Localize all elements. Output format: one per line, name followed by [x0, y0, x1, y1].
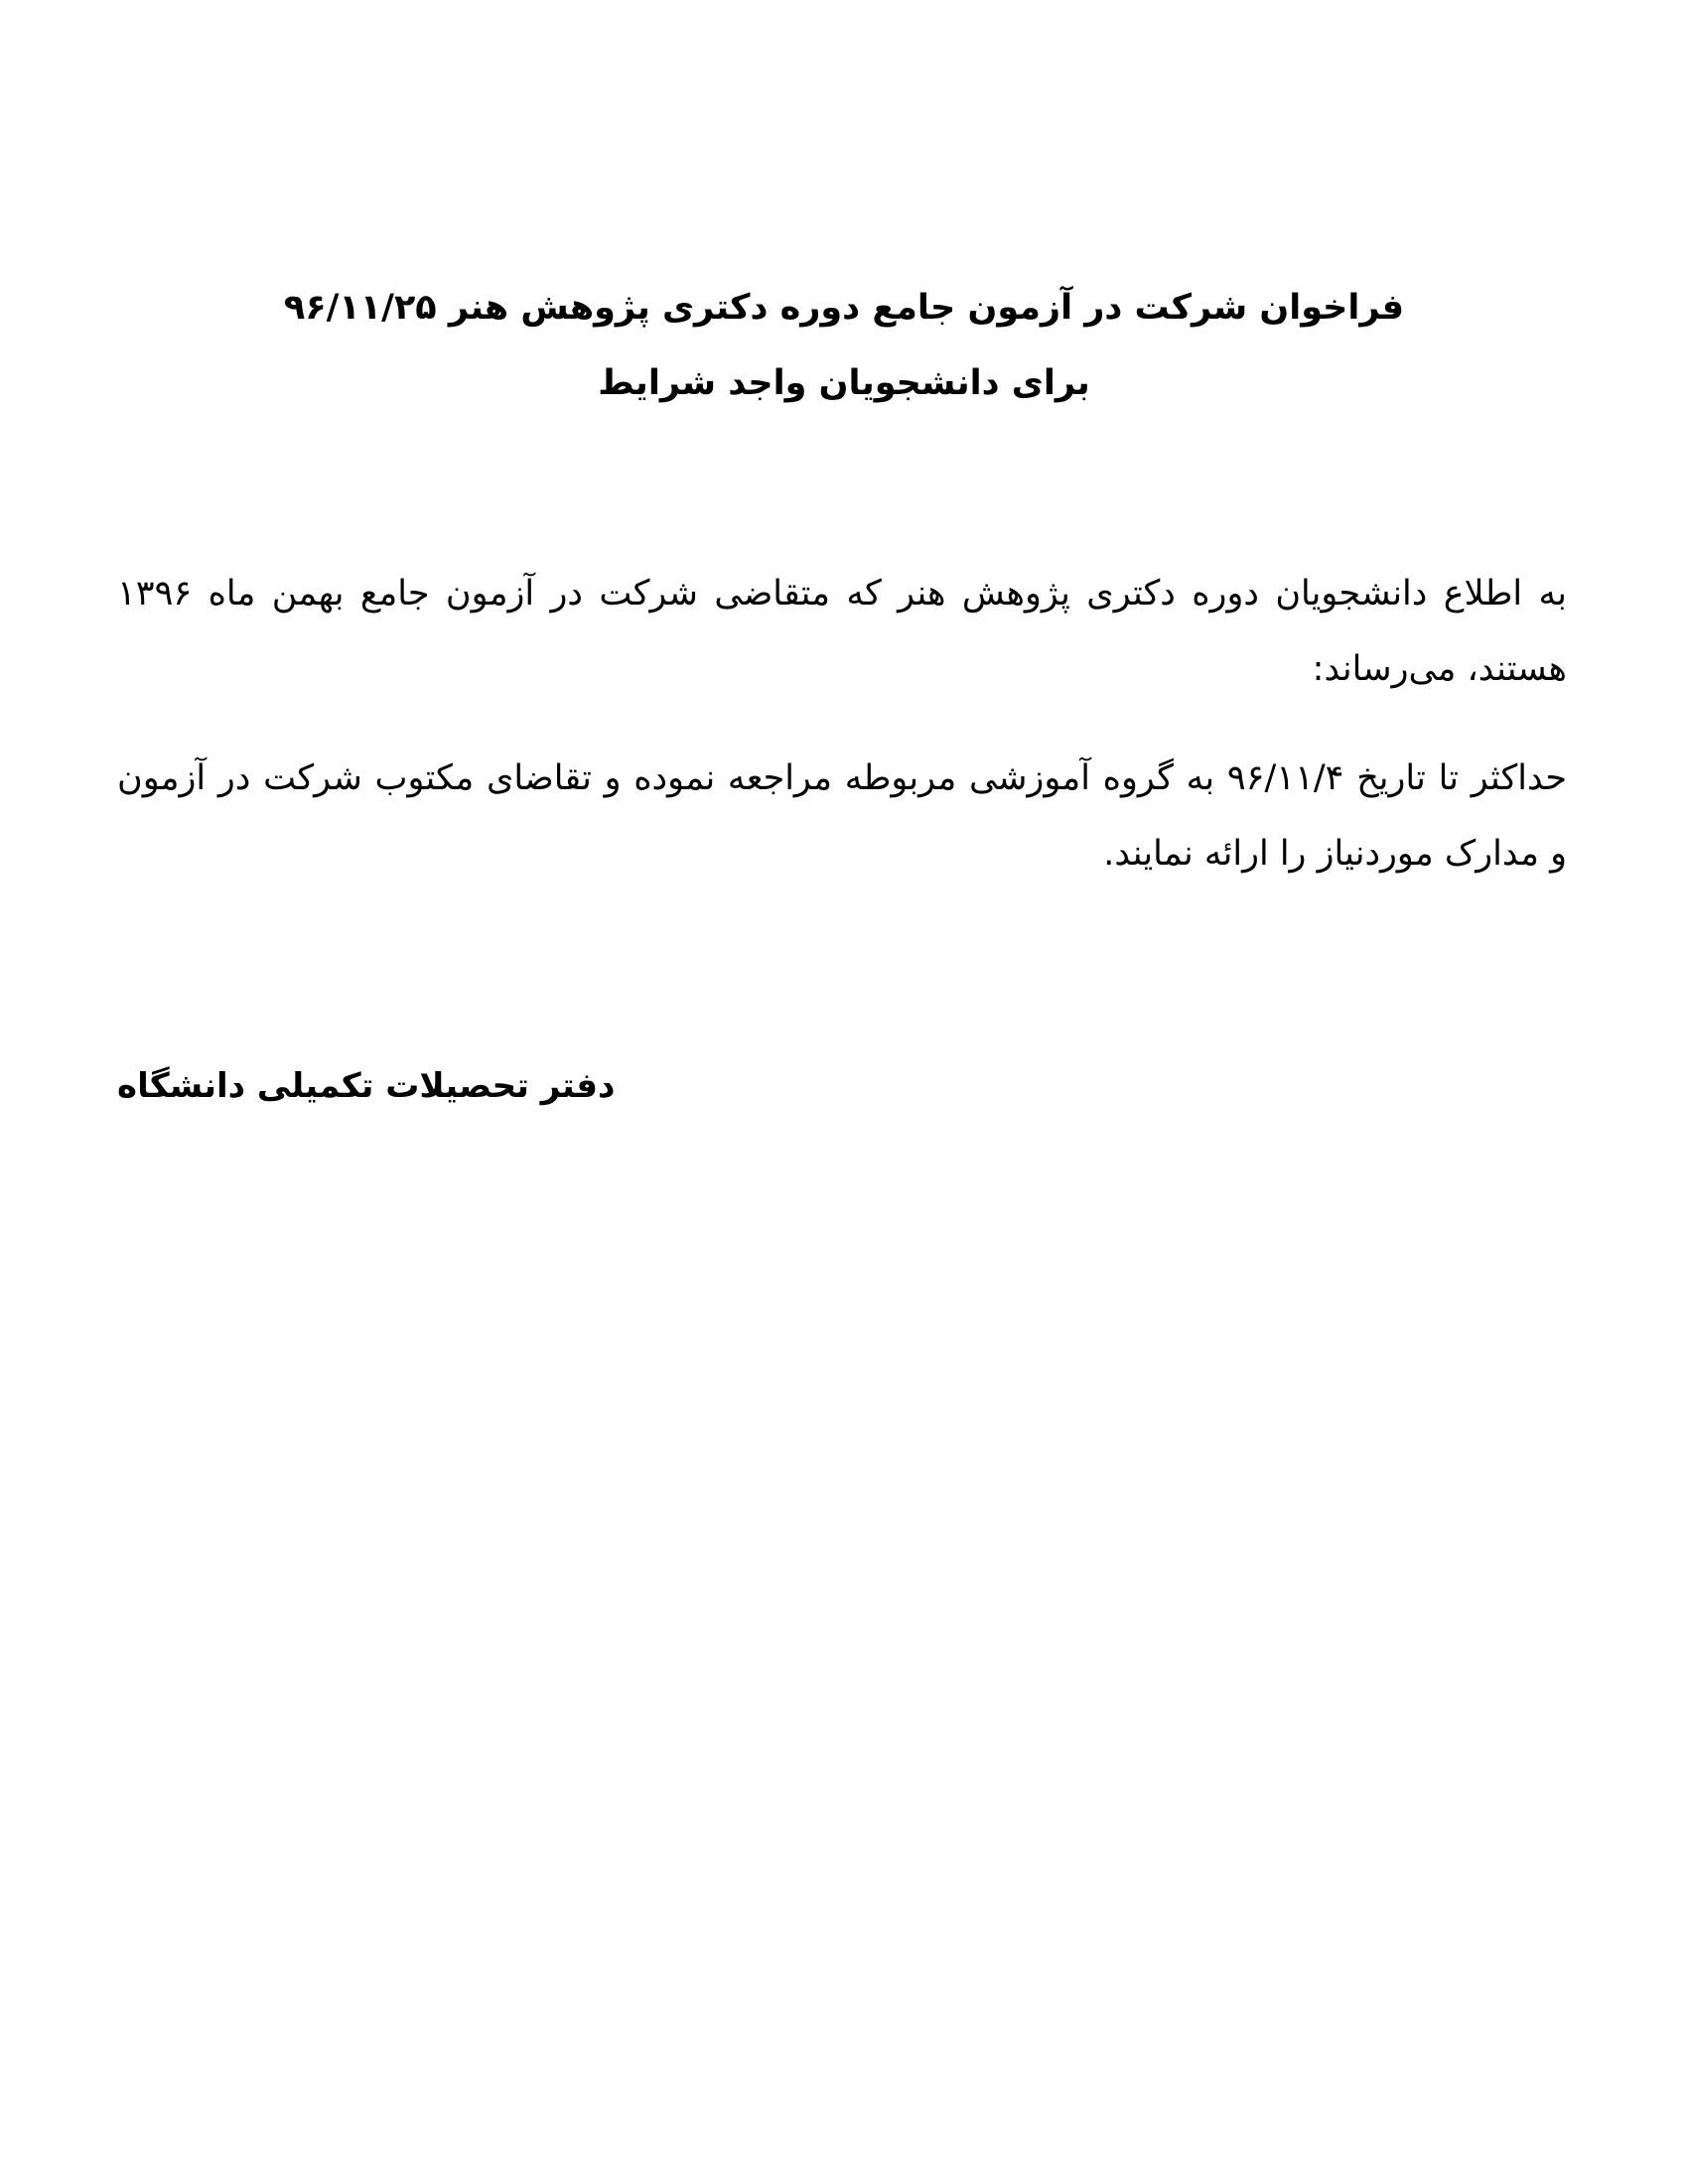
- document-body: [117, 556, 1567, 925]
- signature-block: [117, 1048, 1567, 1124]
- paragraph-instructions: حداکثر تا تاریخ ۹۶/۱۱/۴ به گروه آموزشی مربوطه مراجعه نموده و تقاضای مکتوب شرکت در آزمون و مدارک موردنیاز را ارائه نمایند.: [117, 758, 1567, 874]
- signature-text: دفتر تحصیلات تکمیلی دانشگاه: [117, 1066, 616, 1106]
- paragraph-announcement: به اطلاع دانشجویان دوره دکتری پژوهش هنر که متقاضی شرکت در آزمون جامع بهمن ماه ۱۳۹۶ هستند، می‌رساند:: [117, 574, 1567, 689]
- title-line-2: برای دانشجویان واجد شرایط: [598, 363, 1090, 403]
- document-title: [0, 270, 1688, 421]
- title-line-1: فراخوان شرکت در آزمون جامع دوره دکتری پژوهش هنر ۹۶/۱۱/۲۵: [283, 288, 1405, 328]
